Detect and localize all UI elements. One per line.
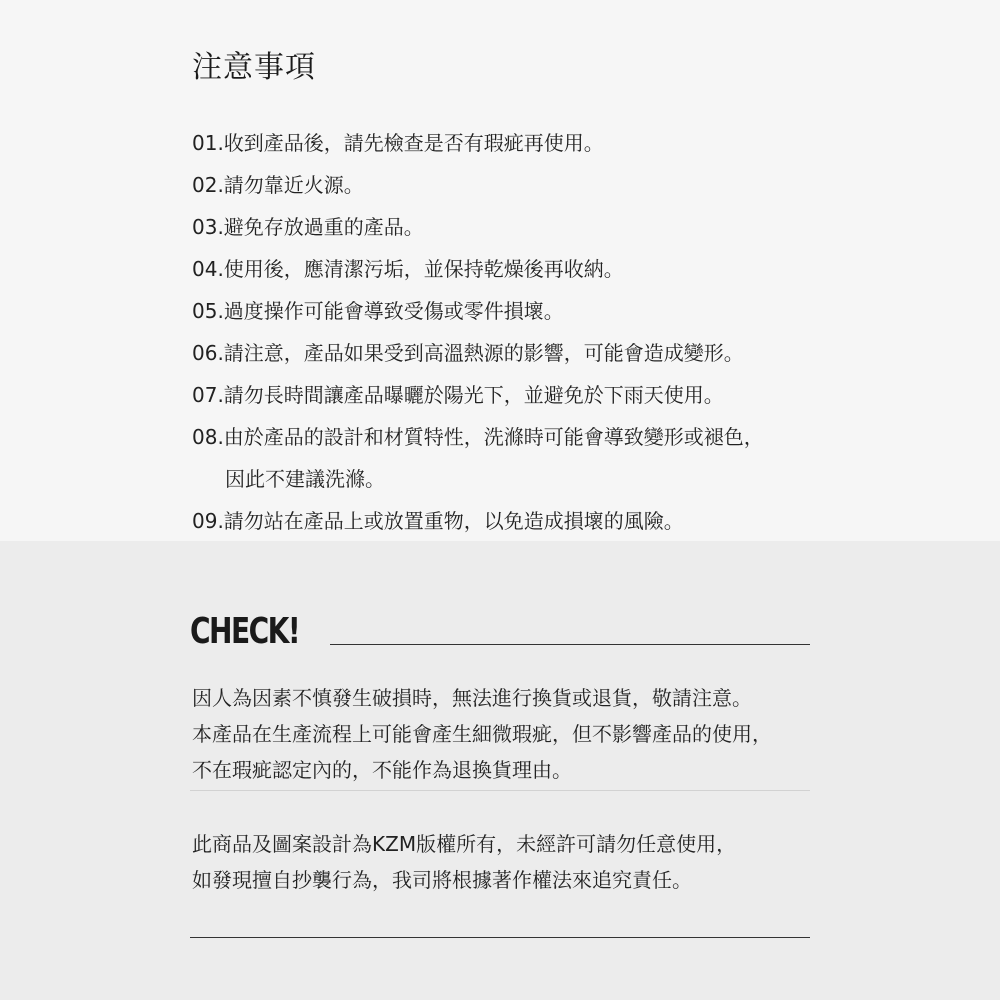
notice-item-04: 04.使用後，應清潔污垢，並保持乾燥後再收納。 bbox=[192, 257, 624, 281]
section-divider bbox=[190, 790, 810, 791]
notice-title: 注意事項 bbox=[192, 50, 316, 85]
check-heading-rule bbox=[330, 644, 810, 645]
copyright-line-1: 此商品及圖案設計為KZM版權所有，未經許可請勿任意使用， bbox=[192, 832, 737, 856]
notice-list bbox=[192, 122, 832, 542]
notice-item-08-line-1: 08.由於產品的設計和材質特性，洗滌時可能會導致變形或褪色， bbox=[192, 425, 764, 449]
check-line-3: 不在瑕疵認定內的，不能作為退換貨理由。 bbox=[192, 758, 572, 782]
notice-item-07: 07.請勿長時間讓產品曝曬於陽光下，並避免於下雨天使用。 bbox=[192, 383, 724, 407]
notice-item-06: 06.請注意，產品如果受到高溫熱源的影響，可能會造成變形。 bbox=[192, 341, 744, 365]
copyright-text bbox=[192, 826, 832, 898]
check-line-2: 本產品在生產流程上可能會產生細微瑕疵，但不影響產品的使用， bbox=[192, 722, 772, 746]
notice-item-01: 01.收到產品後，請先檢查是否有瑕疵再使用。 bbox=[192, 131, 604, 155]
check-heading: CHECK! bbox=[190, 611, 300, 652]
notice-item-08-line-2: 因此不建議洗滌。 bbox=[225, 467, 385, 491]
notice-item-03: 03.避免存放過重的產品。 bbox=[192, 215, 424, 239]
check-text bbox=[192, 680, 832, 788]
notice-item-09: 09.請勿站在產品上或放置重物，以免造成損壞的風險。 bbox=[192, 509, 684, 533]
notice-item-08 bbox=[192, 416, 832, 500]
notice-item-02: 02.請勿靠近火源。 bbox=[192, 173, 364, 197]
bottom-rule bbox=[190, 937, 810, 938]
check-line-1: 因人為因素不慎發生破損時，無法進行換貨或退貨，敬請注意。 bbox=[192, 686, 752, 710]
copyright-line-2: 如發現擅自抄襲行為，我司將根據著作權法來追究責任。 bbox=[192, 868, 692, 892]
notice-item-05: 05.過度操作可能會導致受傷或零件損壞。 bbox=[192, 299, 564, 323]
